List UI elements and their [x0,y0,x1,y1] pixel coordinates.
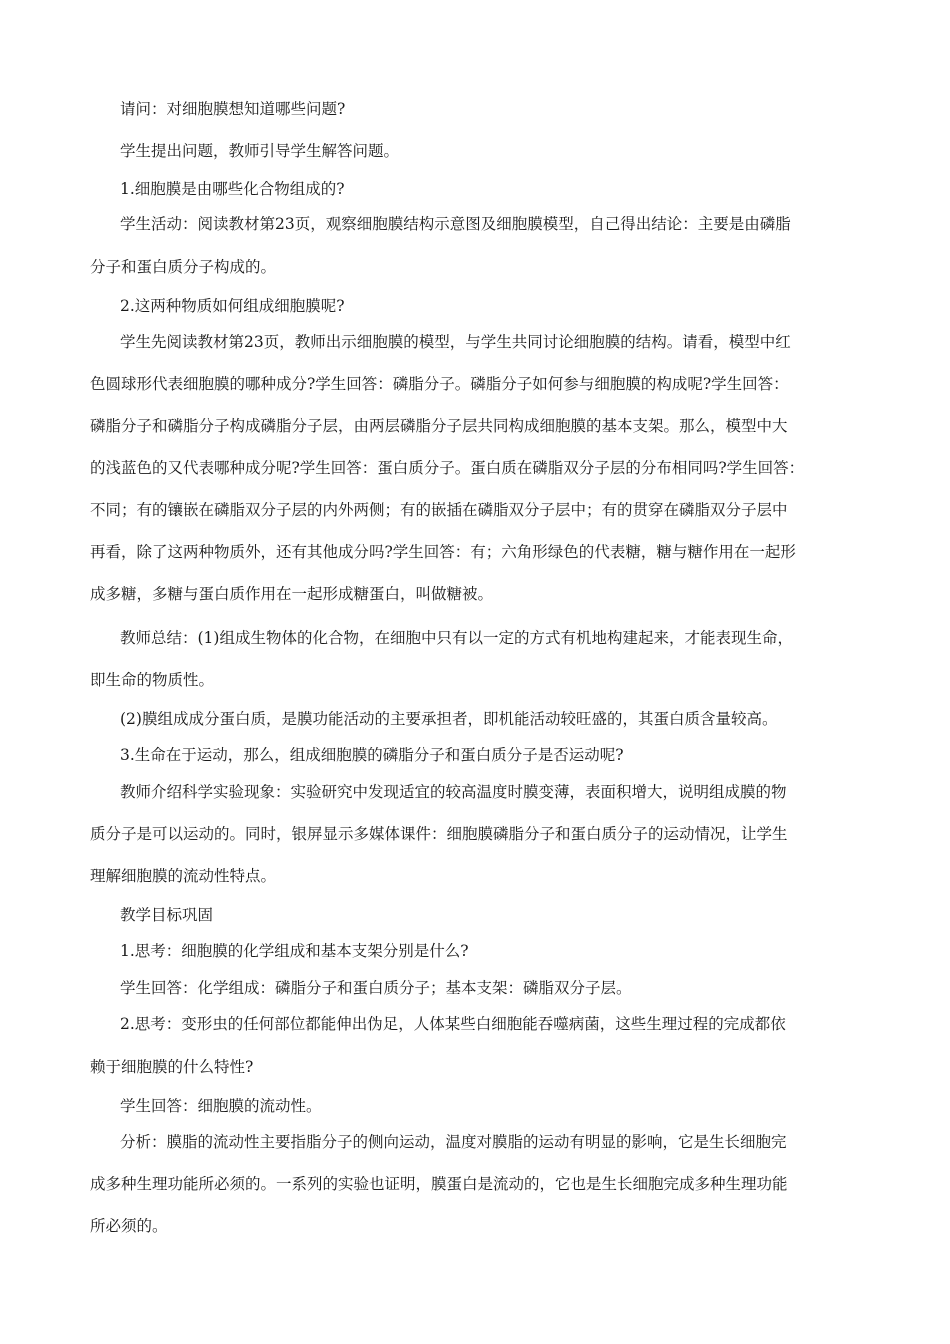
text-line: 学生回答：化学组成：磷脂分子和蛋白质分子；基本支架：磷脂双分子层。 [120,979,632,997]
text-line: 学生先阅读教材第23页，教师出示细胞膜的模型，与学生共同讨论细胞膜的结构。请看，模型中红 [120,333,791,351]
text-line: 磷脂分子和磷脂分子构成磷脂分子层，由两层磷脂分子层共同构成细胞膜的基本支架。那么，模型中大 [90,417,788,435]
text-line: 教师介绍科学实验现象：实验研究中发现适宜的较高温度时膜变薄，表面积增大，说明组成膜的物 [120,783,787,801]
text-line: 不同；有的镶嵌在磷脂双分子层的内外两侧；有的嵌插在磷脂双分子层中；有的贯穿在磷脂双分子层中 [90,501,788,519]
text-line: 3.生命在于运动，那么，组成细胞膜的磷脂分子和蛋白质分子是否运动呢? [120,746,624,764]
text-line: 理解细胞膜的流动性特点。 [90,867,277,885]
text-line: 2.这两种物质如何组成细胞膜呢? [120,297,345,315]
text-line: 请问：对细胞膜想知道哪些问题? [120,100,346,118]
text-line: 色圆球形代表细胞膜的哪种成分?学生回答：磷脂分子。磷脂分子如何参与细胞膜的构成呢?学生回答： [90,375,789,393]
text-line: 分析：膜脂的流动性主要指脂分子的侧向运动，温度对膜脂的运动有明显的影响，它是生长细胞完 [120,1133,787,1151]
text-line: 成多糖，多糖与蛋白质作用在一起形成糖蛋白，叫做糖被。 [90,585,494,603]
text-line: 教学目标巩固 [120,906,214,924]
text-line: 的浅蓝色的又代表哪种成分呢?学生回答：蛋白质分子。蛋白质在磷脂双分子层的分布相同吗?学生回答： [90,459,805,477]
text-line: 教师总结：(1)组成生物体的化合物，在细胞中只有以一定的方式有机地构建起来，才能表现生命， [120,629,793,647]
text-line: 赖于细胞膜的什么特性? [90,1058,254,1076]
text-line: 分子和蛋白质分子构成的。 [90,258,277,276]
text-line: (2)膜组成成分蛋白质，是膜功能活动的主要承担者，即机能活动较旺盛的，其蛋白质含量较高。 [120,710,778,728]
text-line: 学生活动：阅读教材第23页，观察细胞膜结构示意图及细胞膜模型，自己得出结论：主要是由磷脂 [120,215,791,233]
text-line: 学生提出问题，教师引导学生解答问题。 [120,142,400,160]
text-line: 即生命的物质性。 [90,671,215,689]
text-line: 2.思考：变形虫的任何部位都能伸出伪足，人体某些白细胞能吞噬病菌，这些生理过程的完成都依 [120,1015,786,1033]
text-line: 1.细胞膜是由哪些化合物组成的? [120,180,345,198]
text-line: 所必须的。 [90,1217,168,1235]
text-line: 1.思考：细胞膜的化学组成和基本支架分别是什么? [120,942,469,960]
text-line: 学生回答：细胞膜的流动性。 [120,1097,322,1115]
text-line: 成多种生理功能所必须的。一系列的实验也证明，膜蛋白是流动的，它也是生长细胞完成多种生理功能 [90,1175,788,1193]
text-line: 质分子是可以运动的。同时，银屏显示多媒体课件：细胞膜磷脂分子和蛋白质分子的运动情况，让学生 [90,825,788,843]
text-line: 再看，除了这两种物质外，还有其他成分吗?学生回答：有；六角形绿色的代表糖，糖与糖作用在一起形 [90,543,796,561]
